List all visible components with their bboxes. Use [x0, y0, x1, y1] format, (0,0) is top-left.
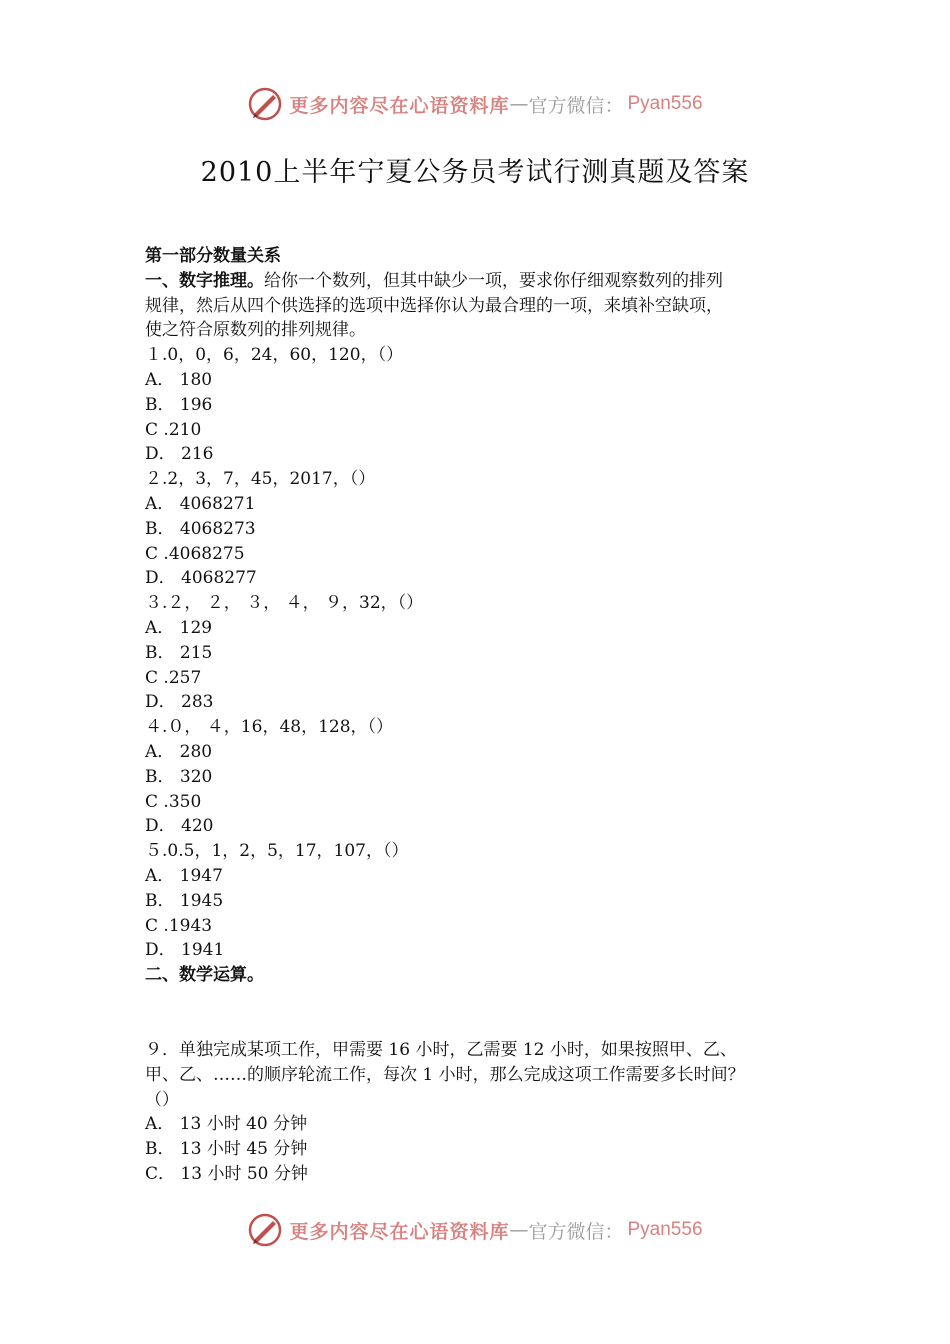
pen-logo-icon [247, 1212, 283, 1248]
option-3c: C .257 [145, 667, 202, 688]
option-3d: D． 283 [145, 692, 214, 713]
option-9b: B． 13 小时 45 分钟 [145, 1139, 308, 1160]
option-4d: D． 420 [145, 816, 214, 837]
question-stem-9-line-2: 甲、乙、……的顺序轮流工作，每次 1 小时，那么完成这项工作需要多长时间？ [145, 1064, 745, 1085]
part1-intro-line [145, 269, 825, 294]
option-1b: B． 196 [145, 394, 213, 415]
part1-intro-line-2: 规律，然后从四个供选择的选项中选择你认为最合理的一项，来填补空缺项， [145, 295, 723, 316]
question-stem-1: １.0，0，6，24，60，120，（） [145, 345, 404, 366]
option-2b: B． 4068273 [145, 518, 256, 539]
option-1d: D． 216 [145, 444, 214, 465]
banner-wechat-label: 官方微信： [528, 1220, 624, 1243]
question-stem-5: ５.0.5，1，2，5，17，107，（） [145, 841, 409, 862]
option-2d: D． 4068277 [145, 568, 257, 589]
pen-logo-icon [247, 86, 283, 122]
option-5b: B． 1945 [145, 890, 224, 911]
option-2a: A． 4068271 [145, 493, 256, 514]
question-stem-4: ４.０， ４，16，48，128，（） [145, 717, 394, 738]
banner-ad-text: 更多内容尽在心语资料库 [289, 94, 510, 117]
option-3a: A． 129 [145, 617, 213, 638]
part2-label: 二、数学运算。 [145, 965, 264, 986]
question-stem-9-line-3: （） [145, 1089, 179, 1110]
option-9c: C． 13 小时 50 分钟 [145, 1163, 308, 1184]
document-title: 2010上半年宁夏公务员考试行测真题及答案 [200, 157, 750, 188]
part1-intro-line-3: 使之符合原数列的排列规律。 [145, 320, 366, 341]
question-stem-3: ３.２， ２， ３， ４， ９，32，（） [145, 593, 424, 614]
banner-separator: — [509, 93, 529, 115]
section-heading: 第一部分数量关系 [145, 246, 281, 266]
document-body [145, 244, 825, 1187]
question-stem-2: ２.2，3，7，45，2017，（） [145, 469, 376, 490]
part1-label: 一、数字推理。 [145, 270, 264, 291]
footer-banner [0, 1210, 950, 1250]
option-4c: C .350 [145, 791, 202, 812]
option-5d: D． 1941 [145, 940, 225, 961]
spacer [145, 988, 825, 1038]
option-5c: C .1943 [145, 915, 213, 936]
option-1a: A． 180 [145, 369, 213, 390]
option-2c: C .4068275 [145, 543, 245, 564]
option-9a: A． 13 小时 40 分钟 [145, 1114, 308, 1135]
question-stem-9-line-1: ９．单独完成某项工作，甲需要 16 小时，乙需要 12 小时，如果按照甲、乙、 [145, 1039, 737, 1060]
option-4b: B． 320 [145, 766, 213, 787]
banner-wechat-id: Pyan556 [627, 93, 703, 114]
option-4a: A． 280 [145, 741, 213, 762]
option-5a: A． 1947 [145, 865, 223, 886]
banner-wechat-id: Pyan556 [627, 1219, 703, 1240]
banner-wechat-label: 官方微信： [528, 94, 624, 117]
header-banner [0, 84, 950, 124]
option-3b: B． 215 [145, 642, 213, 663]
part1-intro-text: 给你一个数列，但其中缺少一项，要求你仔细观察数列的排列 [264, 270, 723, 291]
banner-ad-text: 更多内容尽在心语资料库 [289, 1220, 510, 1243]
banner-separator: — [509, 1219, 529, 1241]
option-1c: C .210 [145, 419, 202, 440]
